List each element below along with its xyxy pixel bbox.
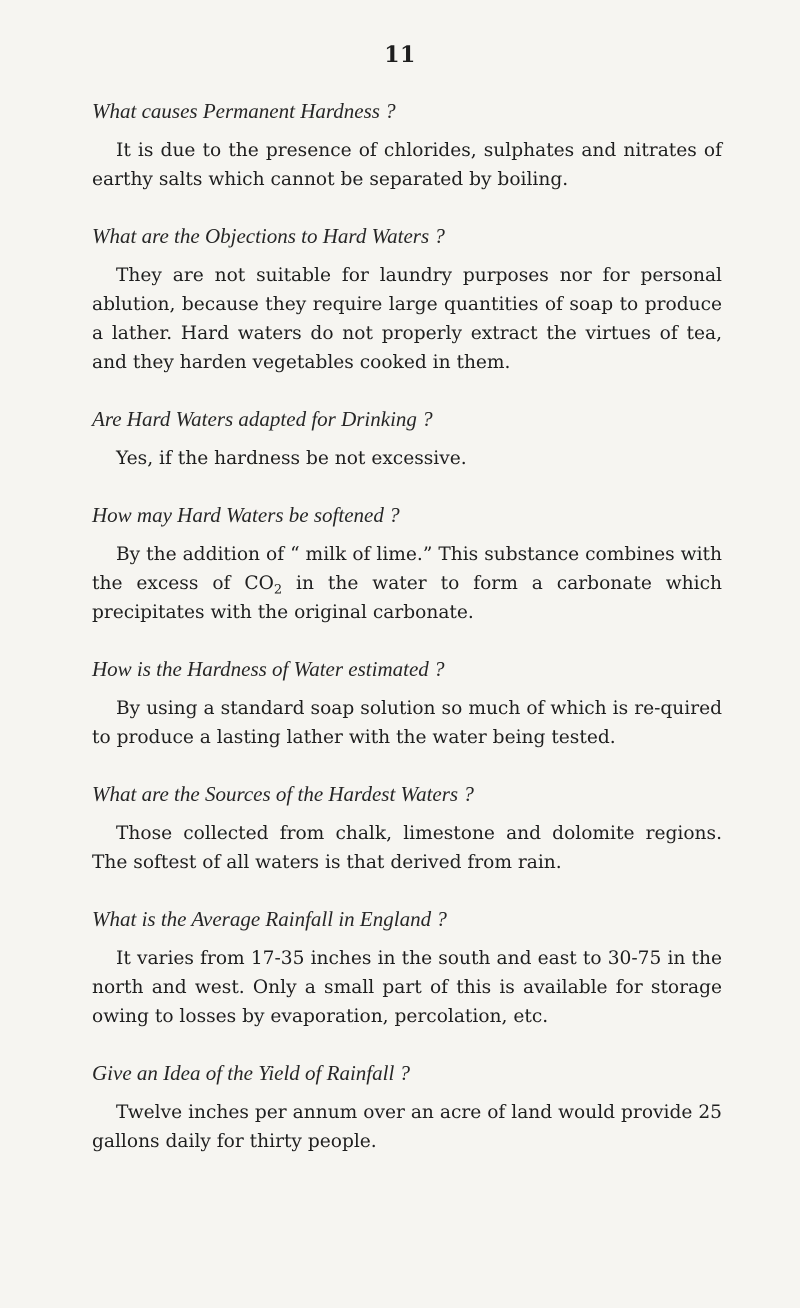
answer-text: By using a standard soap solution so much of which is re-quired to produce a lasting lather with the water being tested. [92,698,722,748]
question-heading: Give an Idea of the Yield of Rainfall ? [92,1061,411,1085]
answer-text: Twelve inches per annum over an acre of land would provide 25 gallons daily for thirty people. [92,1102,722,1152]
answer-text: Those collected from chalk, limestone and dolomite regions. The softest of all waters is that derived from rain. [92,823,722,873]
qa-entry-rainfall [92,905,722,1031]
qa-entry-permanent-hardness [92,97,722,194]
qa-list [92,97,722,1156]
question-heading: What is the Average Rainfall in England ? [92,907,447,931]
page-number: 11 [384,42,416,68]
question-heading: What are the Sources of the Hardest Waters ? [92,782,474,806]
qa-entry-sources [92,780,722,877]
answer-text: It is due to the presence of chlorides, sulphates and nitrates of earthy salts which cannot be separated by boiling. [92,140,722,190]
qa-entry-estimation [92,655,722,752]
answer-text-end: in the water to form a carbonate which precipitates with the original carbonate. [92,573,722,623]
answer-text-start: By the addition of “ milk of lime.” This substance combines with the excess of CO [92,544,722,594]
qa-entry-yield [92,1059,722,1156]
question-heading: How is the Hardness of Water estimated ? [92,657,445,681]
question-heading: How may Hard Waters be softened ? [92,503,400,527]
answer-text: They are not suitable for laundry purposes nor for personal ablution, because they require large quantities of soap to produce a lather. Hard waters do not properly extract the virtues of tea, and they harden vegetables cooked in them. [92,265,722,373]
qa-entry-drinking [92,405,722,473]
qa-entry-objections [92,222,722,377]
answer-text: It varies from 17-35 inches in the south and east to 30-75 in the north and west. Only a small part of this is available for storage owing to losses by evaporation, percolation, etc. [92,948,722,1027]
answer-text [92,540,722,627]
question-heading: Are Hard Waters adapted for Drinking ? [92,407,433,431]
qa-entry-softening [92,501,722,627]
answer-text: Yes, if the hardness be not excessive. [116,448,467,469]
subscript: 2 [273,582,283,598]
question-heading: What are the Objections to Hard Waters ? [92,224,445,248]
question-heading: What causes Permanent Hardness ? [92,99,396,123]
